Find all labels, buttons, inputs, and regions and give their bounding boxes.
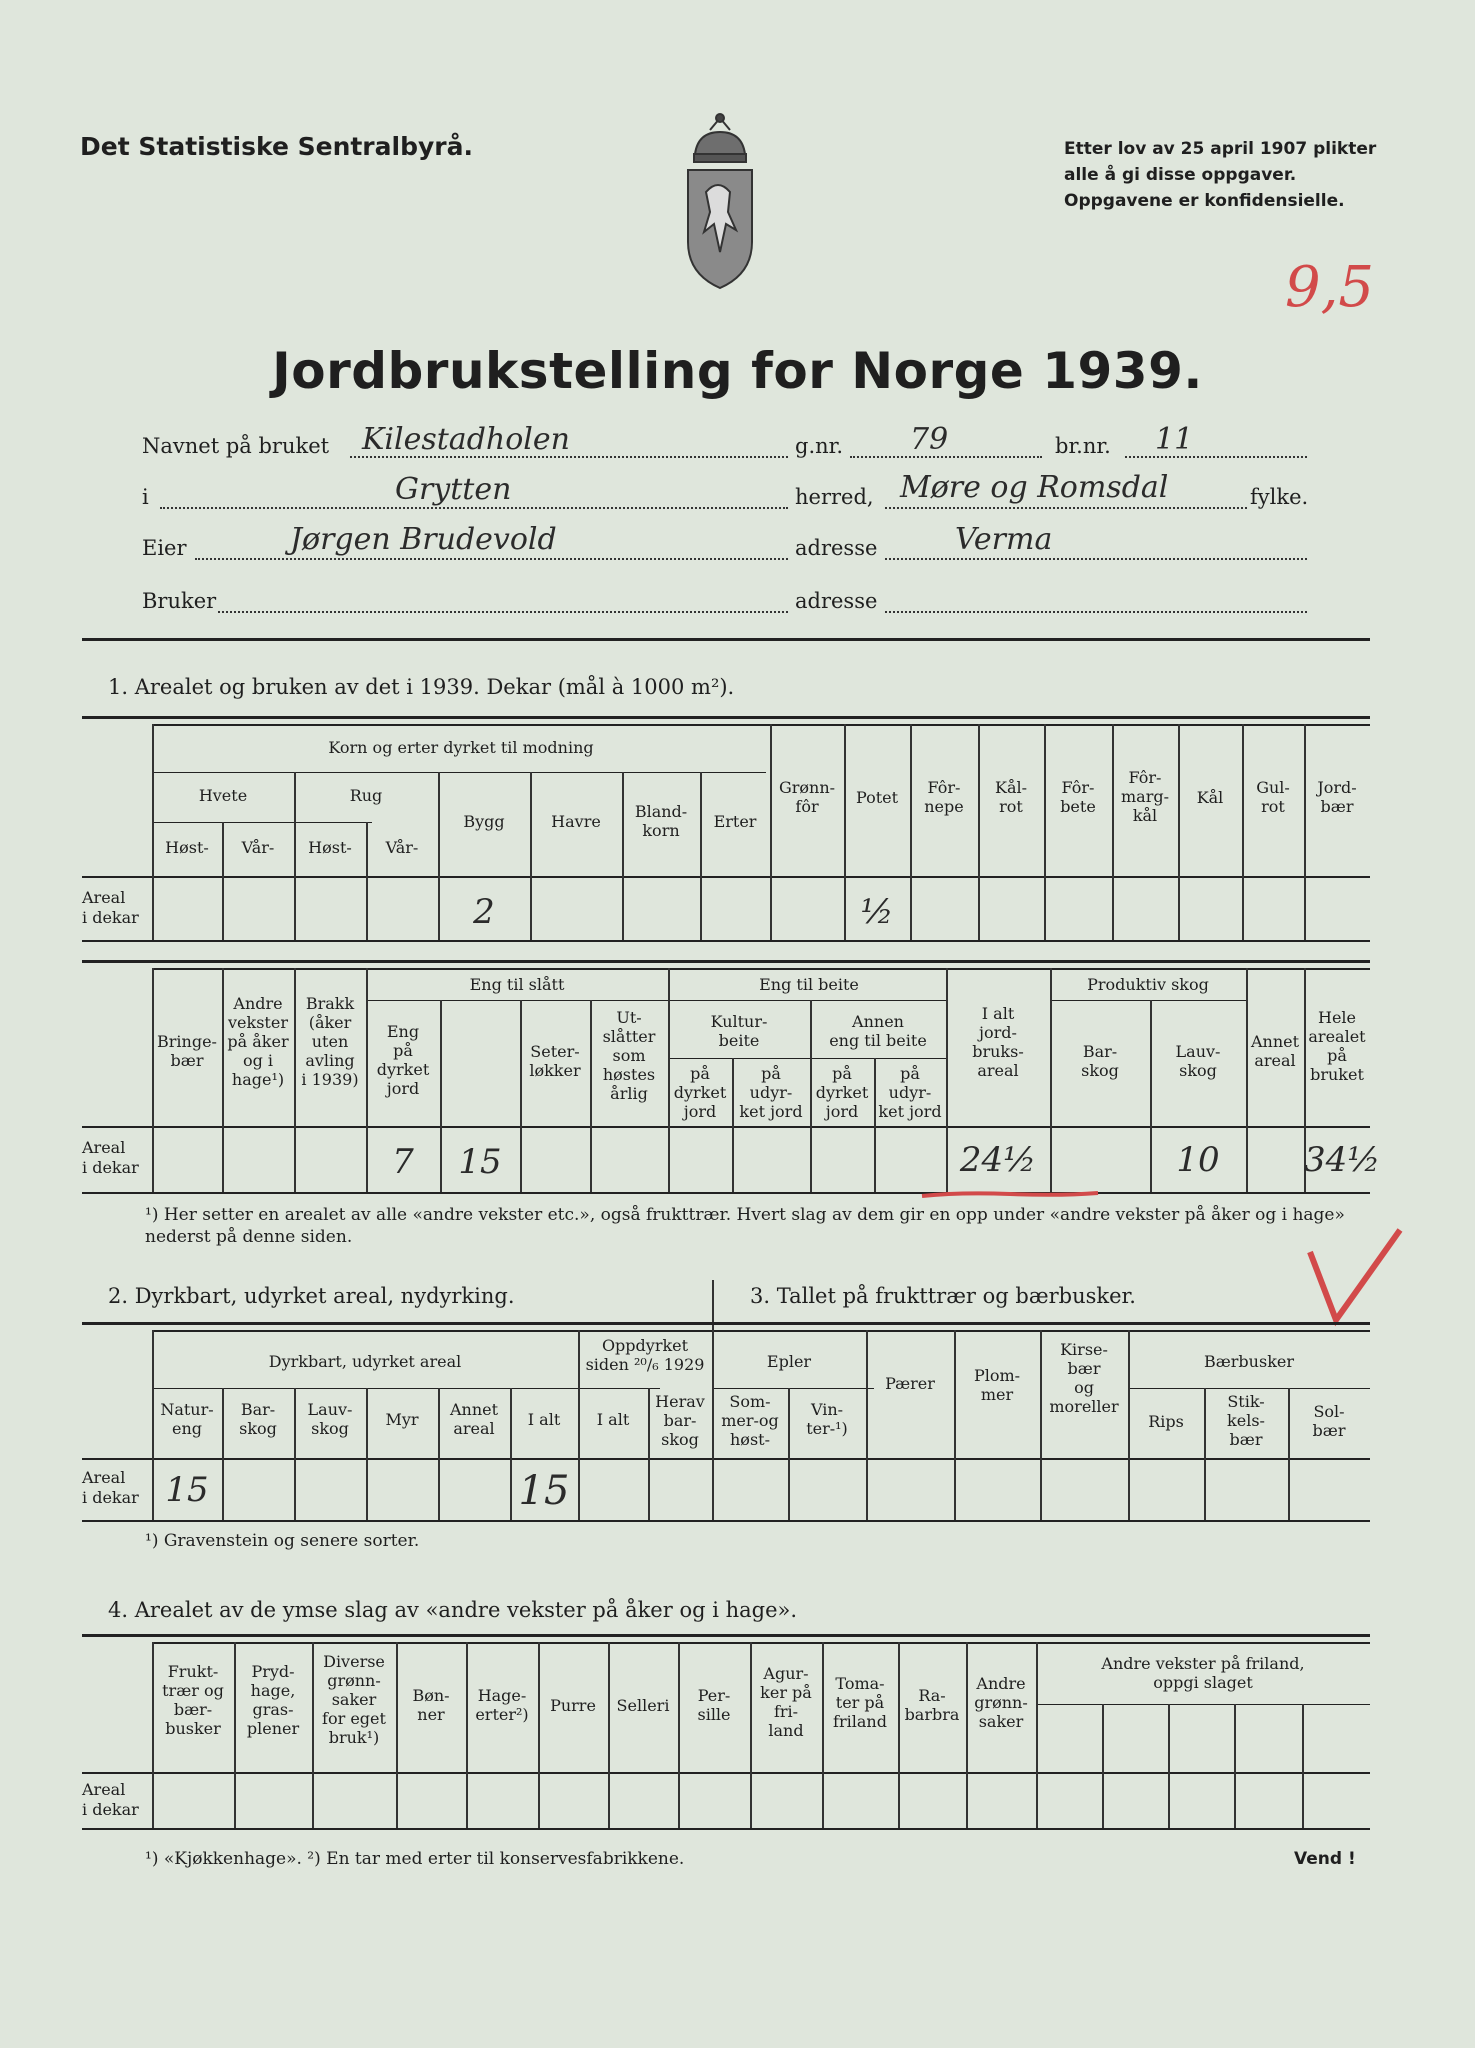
- areal-row-label-4: Areal i dekar: [82, 1780, 139, 1819]
- organization-name: Det Statistiske Sentralbyrå.: [80, 132, 473, 161]
- bruker-label: Bruker: [142, 589, 217, 613]
- eng-dyrket-header: Eng på dyrket jord: [376, 1022, 430, 1098]
- s2-ialt2-header: I alt: [596, 1410, 630, 1429]
- areal-row-label-b: Areal i dekar: [82, 1138, 139, 1177]
- table-4: [82, 1634, 1370, 1830]
- adresse-line: [885, 558, 1307, 560]
- fylke-line: [885, 507, 1247, 509]
- s2-naturеng-value[interactable]: 15: [165, 1470, 209, 1510]
- i-label: i: [142, 485, 149, 509]
- fylke-value[interactable]: Møre og Romsdal: [900, 470, 1169, 505]
- epler-header: Epler: [766, 1352, 812, 1371]
- s4-frukttraer-header: Frukt- trær og bær- busker: [162, 1662, 224, 1738]
- section2-footnote: ¹) Gravenstein og senere sorter.: [145, 1531, 420, 1551]
- rips-header: Rips: [1148, 1412, 1184, 1431]
- rug-host-header: Høst-: [308, 838, 352, 857]
- prod-skog-header: Produktiv skog: [1087, 975, 1209, 994]
- fylke-label: fylke.: [1250, 485, 1309, 509]
- lauvskog-value[interactable]: 10: [1176, 1140, 1220, 1180]
- areal-row-label-2: Areal i dekar: [82, 1468, 139, 1507]
- s2-ialt-value[interactable]: 15: [518, 1468, 570, 1514]
- adresse2-label: adresse: [795, 589, 878, 613]
- herred-line: [160, 507, 788, 509]
- potet-header: Potet: [855, 788, 899, 807]
- s4-persille-header: Per- sille: [697, 1686, 731, 1724]
- gnr-value[interactable]: 79: [910, 422, 949, 457]
- oppdyrket-group-header: Oppdyrket siden ²⁰/₆ 1929: [585, 1336, 705, 1374]
- bruker-line[interactable]: [218, 611, 788, 613]
- s2-ialt-header: I alt: [527, 1410, 561, 1429]
- havre-header: Havre: [551, 812, 601, 831]
- vinter-header: Vin- ter-¹): [806, 1400, 848, 1438]
- ialt-jordbruk-header: I alt jord- bruks- areal: [972, 1004, 1024, 1080]
- areal-row-label: Areal i dekar: [82, 888, 139, 927]
- rug-header: Rug: [349, 786, 383, 805]
- seterlokker-header: Seter- løkker: [529, 1042, 581, 1080]
- section3-title: 3. Tallet på frukttrær og bærbusker.: [750, 1284, 1136, 1308]
- s2-annet-header: Annet areal: [449, 1400, 499, 1438]
- page-title: Jordbrukstelling for Norge 1939.: [272, 342, 1203, 400]
- kirsebaer-header: Kirse- bær og moreller: [1049, 1340, 1119, 1416]
- rug-var-header: Vår-: [385, 838, 419, 857]
- dyrkbart-group-header: Dyrkbart, udyrket areal: [268, 1352, 462, 1371]
- brakk-header: Brakk (åker uten avling i 1939): [301, 994, 359, 1089]
- s4-purre-header: Purre: [550, 1696, 596, 1715]
- legal-line-1: Etter lov av 25 april 1907 plikter: [1064, 139, 1377, 159]
- erter-header: Erter: [713, 812, 757, 831]
- herred-label: herred,: [795, 485, 874, 509]
- jordbaer-header: Jord- bær: [1317, 778, 1357, 816]
- sommer-header: Som- mer-og høst-: [721, 1392, 779, 1449]
- lauvskog-header: Lauv- skog: [1175, 1042, 1221, 1080]
- coat-of-arms-emblem: [670, 112, 770, 292]
- s2-lauvskog-header: Lauv- skog: [307, 1400, 353, 1438]
- section4-footnote: ¹) «Kjøkkenhage». ²) En tar med erter til konservesfabrikkene.: [145, 1849, 685, 1869]
- andre-vekster-header: Andre vekster på åker og i hage¹): [227, 994, 289, 1089]
- kulturbeite-header: Kultur- beite: [710, 1012, 768, 1050]
- table-2-3: [82, 1322, 1370, 1522]
- kultur-dyrket-header: på dyrket jord: [673, 1064, 727, 1121]
- blandkorn-header: Bland- korn: [634, 802, 688, 840]
- s2-herav-header: Herav bar- skog: [655, 1392, 705, 1449]
- fornepe-header: Fôr- nepe: [924, 778, 964, 816]
- hvete-var-header: Vår-: [241, 838, 275, 857]
- eier-line: [195, 558, 788, 560]
- s4-rabarbra-header: Ra- barbra: [904, 1686, 960, 1724]
- s4-prydhage-header: Pryd- hage, gras- plener: [246, 1662, 300, 1738]
- adresse2-line[interactable]: [885, 611, 1307, 613]
- utslatter-header: Ut- slåtter som høstes årlig: [602, 1008, 656, 1103]
- annet-areal-header: Annet areal: [1250, 1032, 1300, 1070]
- red-underline-mark: [920, 1188, 1100, 1202]
- eier-label: Eier: [142, 536, 187, 560]
- adresse-label: adresse: [795, 536, 878, 560]
- hvete-host-header: Høst-: [165, 838, 209, 857]
- s4-andre-friland-header: Andre vekster på friland, oppgi slaget: [1101, 1654, 1305, 1692]
- forbete-header: Fôr- bete: [1060, 778, 1096, 816]
- bruket-label: Navnet på bruket: [142, 434, 330, 458]
- plommer-header: Plom- mer: [973, 1366, 1021, 1404]
- eier-value[interactable]: Jørgen Brudevold: [290, 522, 557, 557]
- baerbusker-header: Bærbusker: [1203, 1352, 1294, 1371]
- potet-value[interactable]: ½: [860, 892, 894, 932]
- herred-value[interactable]: Grytten: [395, 472, 512, 507]
- eng-beite-header: Eng til beite: [759, 975, 859, 994]
- s4-hageerter-header: Hage- erter²): [475, 1686, 529, 1724]
- gnr-label: g.nr.: [795, 434, 844, 458]
- solbaer-header: Sol- bær: [1312, 1402, 1346, 1440]
- annen-beite-header: Annen eng til beite: [829, 1012, 927, 1050]
- gulrot-header: Gul- rot: [1256, 778, 1290, 816]
- section4-title: 4. Arealet av de ymse slag av «andre vekster på åker og i hage».: [108, 1598, 798, 1622]
- legal-notice: [1064, 136, 1376, 214]
- kultur-udyrket-header: på udyr- ket jord: [739, 1064, 803, 1121]
- annen-udyrket-header: på udyr- ket jord: [878, 1064, 942, 1121]
- stikkelsbaer-header: Stik- kels- bær: [1227, 1392, 1265, 1449]
- s4-tomater-header: Toma- ter på friland: [833, 1674, 887, 1731]
- section2-title: 2. Dyrkbart, udyrket areal, nydyrking.: [108, 1284, 515, 1308]
- brnr-label: br.nr.: [1055, 434, 1111, 458]
- hvete-header: Hvete: [198, 786, 248, 805]
- eng-slatt-header: Eng til slått: [469, 975, 565, 994]
- table-b: [82, 960, 1381, 1194]
- table-a: [82, 716, 1370, 942]
- divider: [82, 638, 1370, 641]
- adresse-value[interactable]: Verma: [955, 522, 1053, 557]
- kalrot-header: Kål- rot: [994, 778, 1027, 816]
- brnr-line: [1125, 456, 1307, 458]
- s4-agurker-header: Agur- ker på fri- land: [760, 1664, 812, 1740]
- bruket-value[interactable]: Kilestadholen: [362, 422, 570, 457]
- margin-mark: 9,5: [1285, 255, 1375, 320]
- legal-line-2: alle å gi disse oppgaver.: [1064, 165, 1297, 185]
- bringebaer-header: Bringe- bær: [157, 1032, 217, 1070]
- hele-arealet-value[interactable]: 34½: [1304, 1140, 1381, 1180]
- s4-selleri-header: Selleri: [616, 1696, 670, 1715]
- s4-andre-gronnsaker-header: Andre grønn- saker: [974, 1674, 1028, 1731]
- s2-barskog-header: Bar- skog: [239, 1400, 277, 1438]
- brnr-value[interactable]: 11: [1155, 422, 1194, 457]
- section1-footnote: ¹) Her setter en arealet av alle «andre vekster etc.», også frukttrær. Hvert slag av dem gir en opp under «andre vekster på åker og i hage» nederst på denne siden.: [145, 1205, 1345, 1247]
- vend-label: Vend !: [1294, 1849, 1356, 1869]
- kal-header: Kål: [1196, 788, 1224, 807]
- paerer-header: Pærer: [885, 1374, 935, 1393]
- bygg-header: Bygg: [463, 812, 505, 831]
- hele-arealet-header: Hele arealet på bruket: [1308, 1008, 1366, 1084]
- gronnfor-header: Grønn- fôr: [778, 778, 836, 816]
- korn-group-header: Korn og erter dyrket til modning: [328, 738, 594, 757]
- barskog-header: Bar- skog: [1081, 1042, 1119, 1080]
- formargkal-header: Fôr- marg- kål: [1120, 768, 1169, 825]
- annen-dyrket-header: på dyrket jord: [815, 1064, 869, 1121]
- legal-line-3: Oppgavene er konfidensielle.: [1064, 191, 1345, 211]
- bygg-value[interactable]: 2: [473, 892, 495, 932]
- ialt-jordbruk-value[interactable]: 24½: [959, 1140, 1037, 1180]
- section1-title: 1. Arealet og bruken av det i 1939. Dekar (mål à 1000 m²).: [108, 675, 735, 699]
- naturеng-value[interactable]: 15: [458, 1142, 502, 1182]
- s4-bonner-header: Bøn- ner: [412, 1686, 450, 1724]
- s2-myr-header: Myr: [385, 1410, 419, 1429]
- s2-naturеng-header: Natur- eng: [160, 1400, 214, 1438]
- s4-diverse-header: Diverse grønn- saker for eget bruk¹): [322, 1652, 386, 1747]
- eng-dyrket-value[interactable]: 7: [392, 1142, 414, 1182]
